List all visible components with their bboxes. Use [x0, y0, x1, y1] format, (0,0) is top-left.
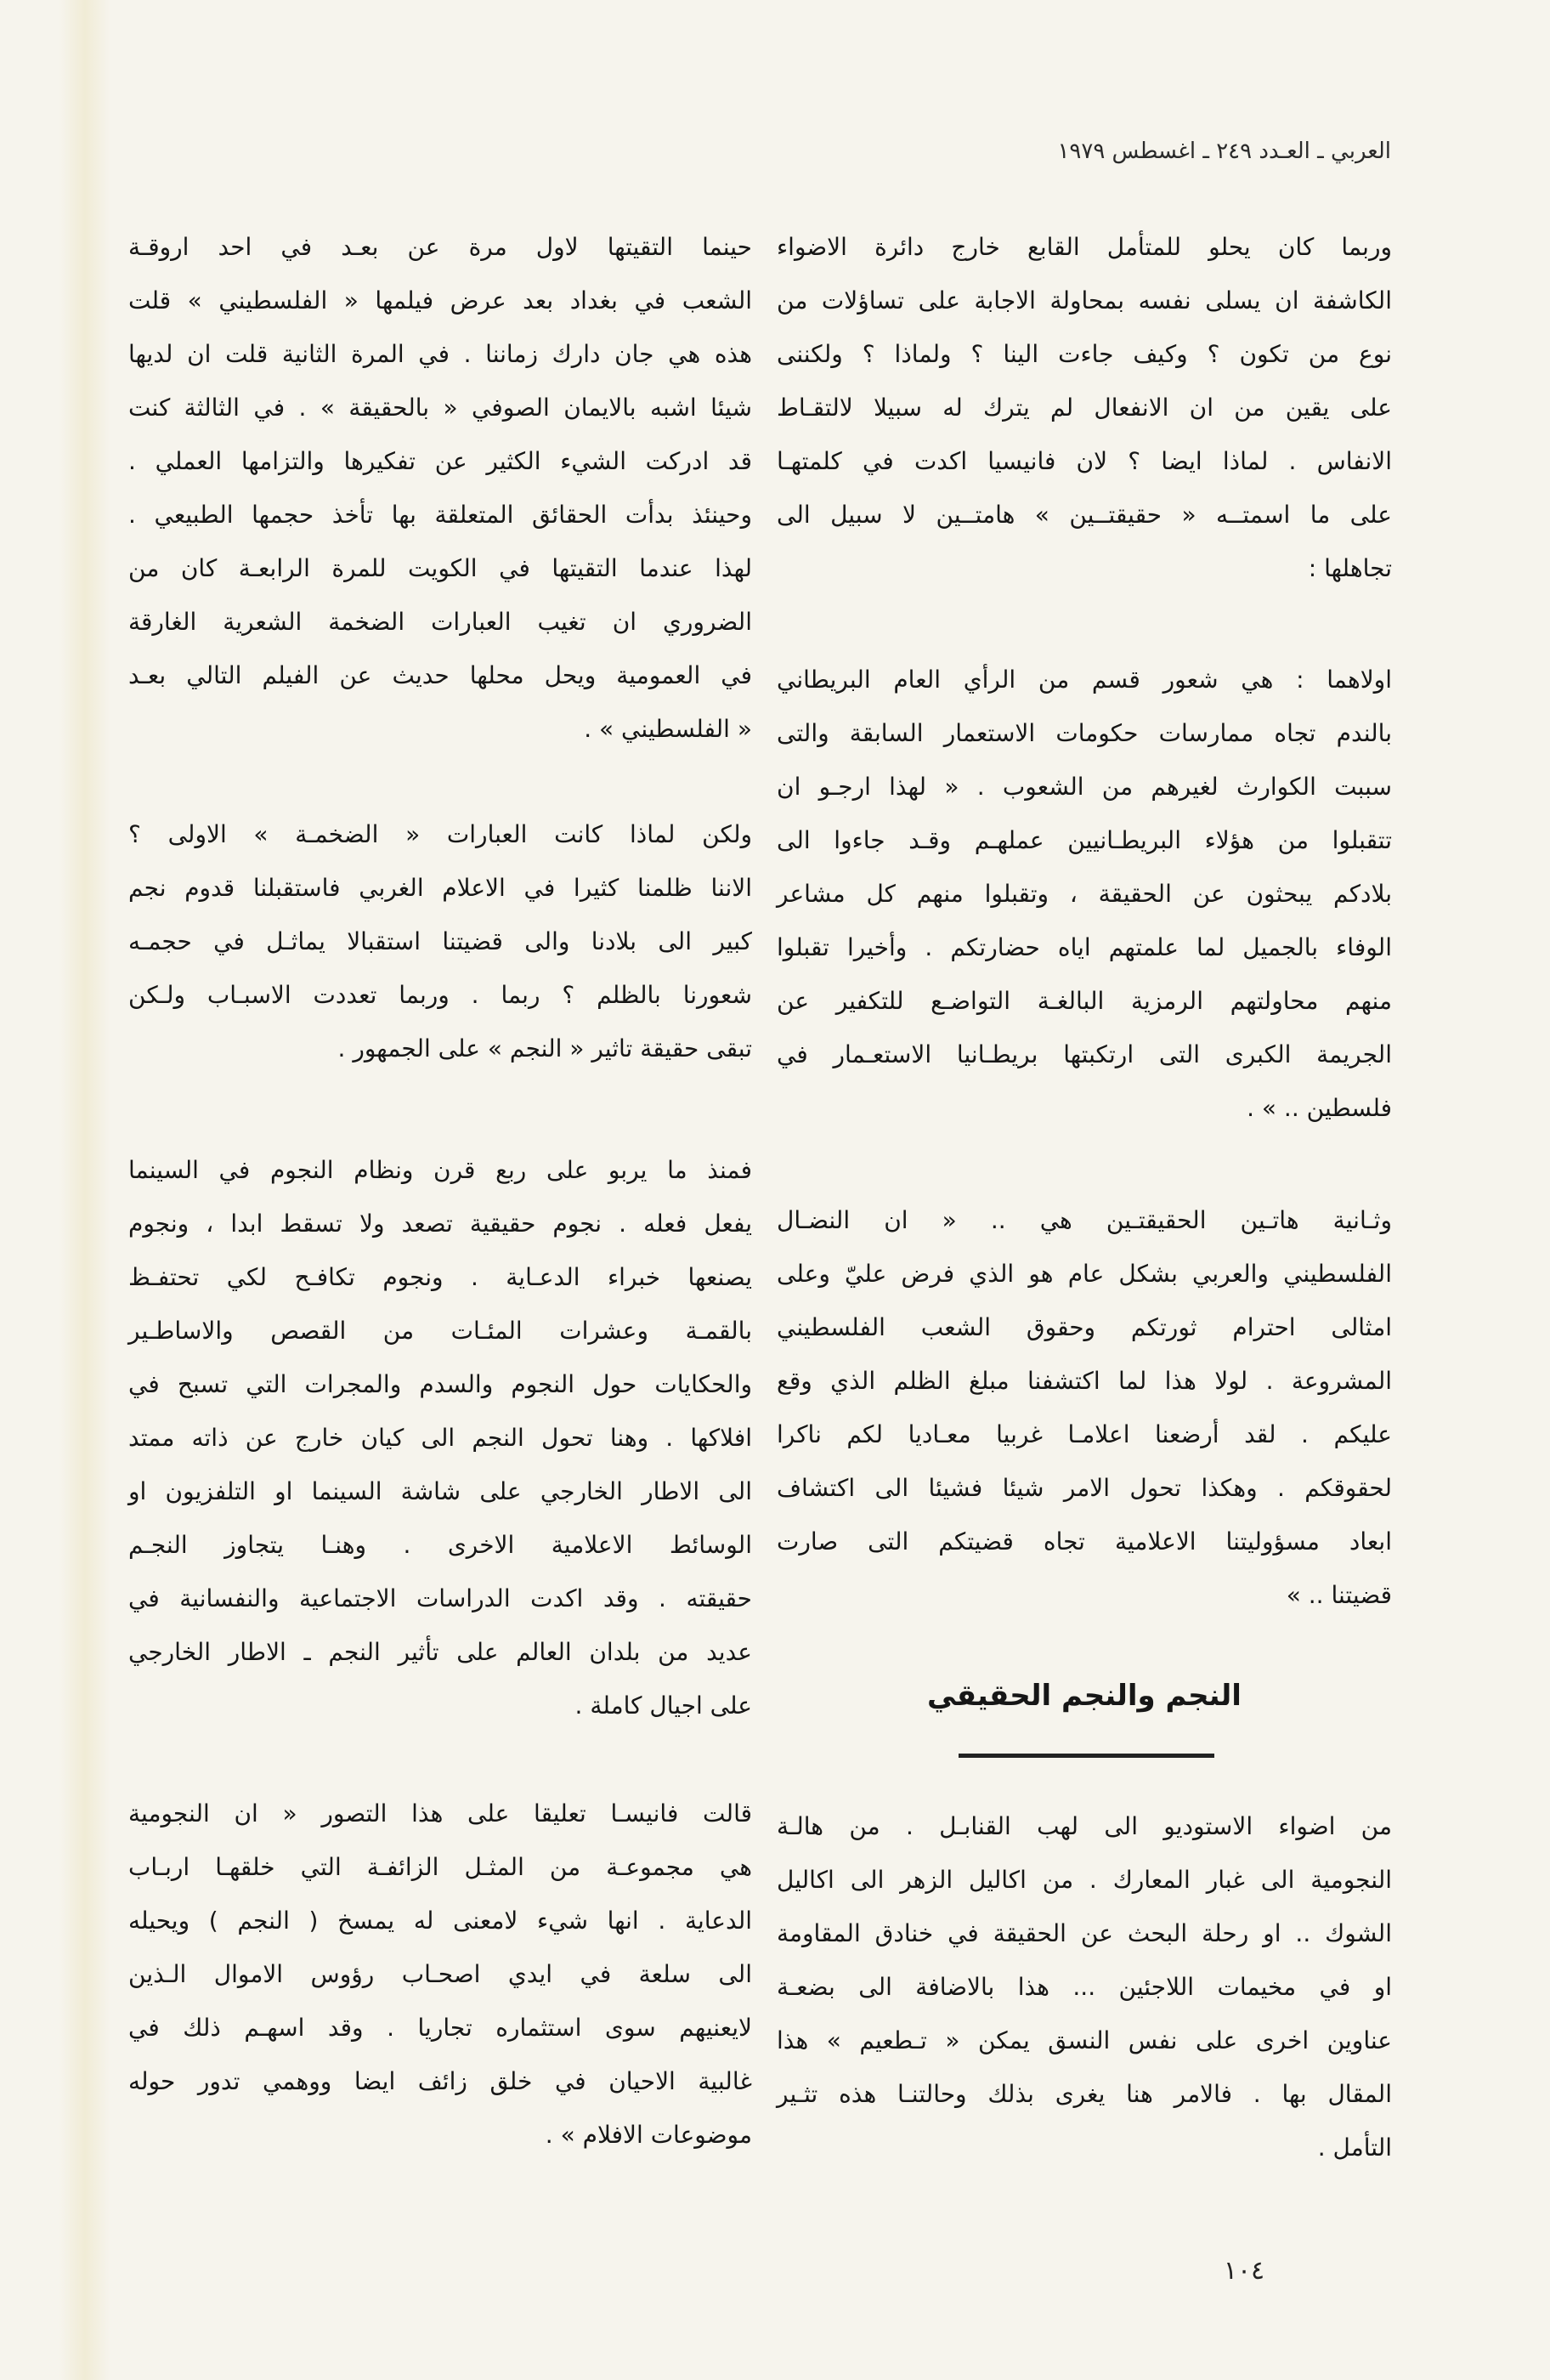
text-line: على يقين من ان الانفعال لم يترك له سبيلا لالتقـاط	[777, 394, 1392, 422]
text-line: يفعل فعله . نجوم حقيقية تصعد ولا تسقط ابدا ، ونجوم	[128, 1210, 752, 1238]
text-line: وربما كان يحلو للمتأمل القابع خارج دائرة الاضواء	[777, 233, 1392, 261]
text-line: حينما التقيتها لاول مرة عن بعـد في احد اروقـة	[128, 233, 752, 261]
text-line: الشوك .. او رحلة البحث عن الحقيقة في خنادق المقاومة	[777, 1919, 1392, 1947]
text-line: النجومية الى غبار المعارك . من اكاليل الزهر الى اكاليل	[777, 1866, 1392, 1894]
text-line: الاننا ظلمنا كثيرا في الاعلام الغربي فاستقبلنا قدوم نجم	[128, 874, 752, 902]
binding-shadow	[59, 0, 110, 2380]
paragraph	[777, 653, 1392, 1135]
page-number: ١٠٤	[1223, 2256, 1265, 2286]
text-line: الى سلعة في ايدي اصحـاب رؤوس الاموال الـذين	[128, 1960, 752, 1988]
text-line: وثـانية هاتـين الحقيقتـين هي .. « ان النضـال	[777, 1206, 1392, 1234]
text-line: نوع من تكون ؟ وكيف جاءت الينا ؟ ولماذا ؟ ولكننى	[777, 340, 1392, 368]
text-line: هذه هي جان دارك زماننا . في المرة الثانية قلت ان لديها	[128, 340, 752, 368]
text-line: من اضواء الاستوديو الى لهب القنابـل . من هالـة	[777, 1812, 1392, 1840]
text-line: الفلسطيني والعربي بشكل عام هو الذي فرض عليّ وعلى	[777, 1260, 1392, 1288]
text-line: لايعنيهم سوى استثماره تجاريا . وقد اسهـم ذلك في	[128, 2014, 752, 2042]
text-line: امثالى احترام ثورتكم وحقوق الشعب الفلسطيني	[777, 1313, 1392, 1341]
text-line: « الفلسطيني » .	[584, 715, 752, 743]
text-line: قضيتنا .. »	[1286, 1581, 1392, 1609]
text-line: تبقى حقيقة تاثير « النجم » على الجمهور .	[337, 1034, 752, 1062]
paragraph	[128, 220, 752, 756]
text-line: الضروري ان تغيب العبارات الضخمة الشعرية الغارقة	[128, 608, 752, 636]
text-line: منهم محاولتهم الرمزية البالغـة التواضـع للتكفير عن	[777, 987, 1392, 1015]
text-line: بلادكم يبحثون عن الحقيقة ، وتقبلوا منهم كل مشاعر	[777, 880, 1392, 908]
text-line: شعورنا بالظلم ؟ ربما . وربما تعددت الاسبـاب ولـكن	[128, 981, 752, 1009]
text-line: الكاشفة ان يسلى نفسه بمحاولة الاجابة على تساؤلات من	[777, 286, 1392, 314]
right-column	[777, 0, 1392, 2380]
text-line: موضوعات الافلام » .	[545, 2121, 752, 2149]
text-line: عليكم . لقد أرضعنا اعلامـا غربيا معـاديا لكم ناكرا	[777, 1420, 1392, 1448]
text-line: لحقوقكم . وهكذا تحول الامر شيئا فشيئا الى اكتشاف	[777, 1474, 1392, 1502]
text-line: كبير الى بلادنا والى قضيتنا استقبالا يماثـل في حجمـه	[128, 927, 752, 955]
text-line: الشعب في بغداد بعد عرض فيلمها « الفلسطيني » قلت	[128, 286, 752, 314]
text-line: غالبية الاحيان في خلق زائف ايضا ووهمي تدور حوله	[128, 2067, 752, 2095]
text-line: التأمل .	[1317, 2134, 1392, 2162]
paragraph	[128, 1787, 752, 2162]
text-line: الوسائط الاعلامية الاخرى . وهنـا يتجاوز النجـم	[128, 1531, 752, 1559]
text-line: لهذا عندما التقيتها في الكويت للمرة الرابعـة كان من	[128, 554, 752, 582]
text-line: يصنعها خبراء الدعـاية . ونجوم تكافـح لكي تحتفـظ	[128, 1263, 752, 1291]
text-line: المقال بها . فالامر هنا يغرى بذلك وحالتنـا هذه تثـير	[777, 2080, 1392, 2108]
paragraph	[777, 1193, 1392, 1622]
text-line: والحكايات حول النجوم والسدم والمجرات التي تسبح في	[128, 1370, 752, 1398]
text-line: الجريمة الكبرى التى ارتكبتها بريطـانيا الاستعـمار في	[777, 1040, 1392, 1068]
text-line: الانفاس . لماذا ايضا ؟ لان فانيسيا اكدت في كلمتهـا	[777, 447, 1392, 475]
text-line: في العمومية ويحل محلها حديث عن الفيلم التالي بعـد	[128, 661, 752, 689]
paragraph	[128, 808, 752, 1075]
paragraph	[777, 1799, 1392, 2174]
text-line: الوفاء بالجميل لما علمتهم اياه حضارتكم . وأخيرا تقبلوا	[777, 933, 1392, 961]
text-line: الدعاية . انها شيء لامعنى له يمسخ ( النجم ) ويحيله	[128, 1907, 752, 1935]
paragraph	[128, 1143, 752, 1732]
text-line: فمنذ ما يربو على ربع قرن ونظام النجوم في السينما	[128, 1156, 752, 1184]
text-line: المشروعة . لولا هذا لما اكتشفنا مبلغ الظلم الذي وقع	[777, 1367, 1392, 1395]
paragraph	[777, 220, 1392, 595]
text-line: بالقمـة وعشرات المئـات من القصص والاساطـير	[128, 1317, 752, 1345]
text-line: قالت فانيسـا تعليقا على هذا التصور « ان النجومية	[128, 1799, 752, 1828]
text-line: شيئا اشبه بالايمان الصوفي « بالحقيقة » . في الثالثة كنت	[128, 394, 752, 422]
text-line: سببت الكوارث لغيرهم من الشعوب . « لهذا ارجـو ان	[777, 773, 1392, 801]
text-line: الى الاطار الخارجي على شاشة السينما او التلفزيون او	[128, 1477, 752, 1505]
text-line: او في مخيمات اللاجئين ... هذا بالاضافة الى بضعـة	[777, 1973, 1392, 2001]
heading-underline	[959, 1754, 1214, 1758]
text-line: فلسطين .. » .	[1247, 1094, 1392, 1122]
text-line: هي مجموعـة من المثـل الزائفـة التي خلقهـا اربـاب	[128, 1853, 752, 1881]
text-line: عناوين اخرى على نفس النسق يمكن « تـطعيم » هذا	[777, 2026, 1392, 2054]
text-line: على اجيال كاملة .	[574, 1692, 752, 1720]
text-line: ولكن لماذا كانت العبارات « الضخمـة » الاولى ؟	[128, 820, 752, 848]
text-line: افلاكها . وهنا تحول النجم الى كيان خارج عن ذاته ممتد	[128, 1424, 752, 1452]
section-heading: النجم والنجم الحقيقي	[927, 1679, 1242, 1713]
text-line: قد ادركت الشيء الكثير عن تفكيرها والتزامها العملي .	[128, 447, 752, 475]
text-line: اولاهما : هي شعور قسم من الرأي العام البريطاني	[777, 666, 1392, 694]
text-line: وحينئذ بدأت الحقائق المتعلقة بها تأخذ حجمها الطبيعي .	[128, 501, 752, 529]
text-line: تجاهلها :	[1308, 554, 1392, 582]
text-line: عديد من بلدان العالم على تأثير النجم ـ الاطار الخارجي	[128, 1638, 752, 1666]
running-head: العربي ـ العـدد ٢٤٩ ـ اغسطس ١٩٧٩	[1057, 139, 1391, 164]
text-line: بالندم تجاه ممارسات حكومات الاستعمار السابقة والتى	[777, 719, 1392, 747]
text-line: على ما اسمتــه « حقيقتــين » هامتــين لا سبيل الى	[777, 501, 1392, 529]
text-line: تتقبلوا من هؤلاء البريطـانيين عملهـم وقـد جاءوا الى	[777, 826, 1392, 854]
left-column	[128, 0, 752, 2380]
text-line: ابعاد مسؤوليتنا الاعلامية تجاه قضيتكم التى صارت	[777, 1527, 1392, 1556]
text-line: حقيقته . وقد اكدت الدراسات الاجتماعية والنفسانية في	[128, 1584, 752, 1612]
